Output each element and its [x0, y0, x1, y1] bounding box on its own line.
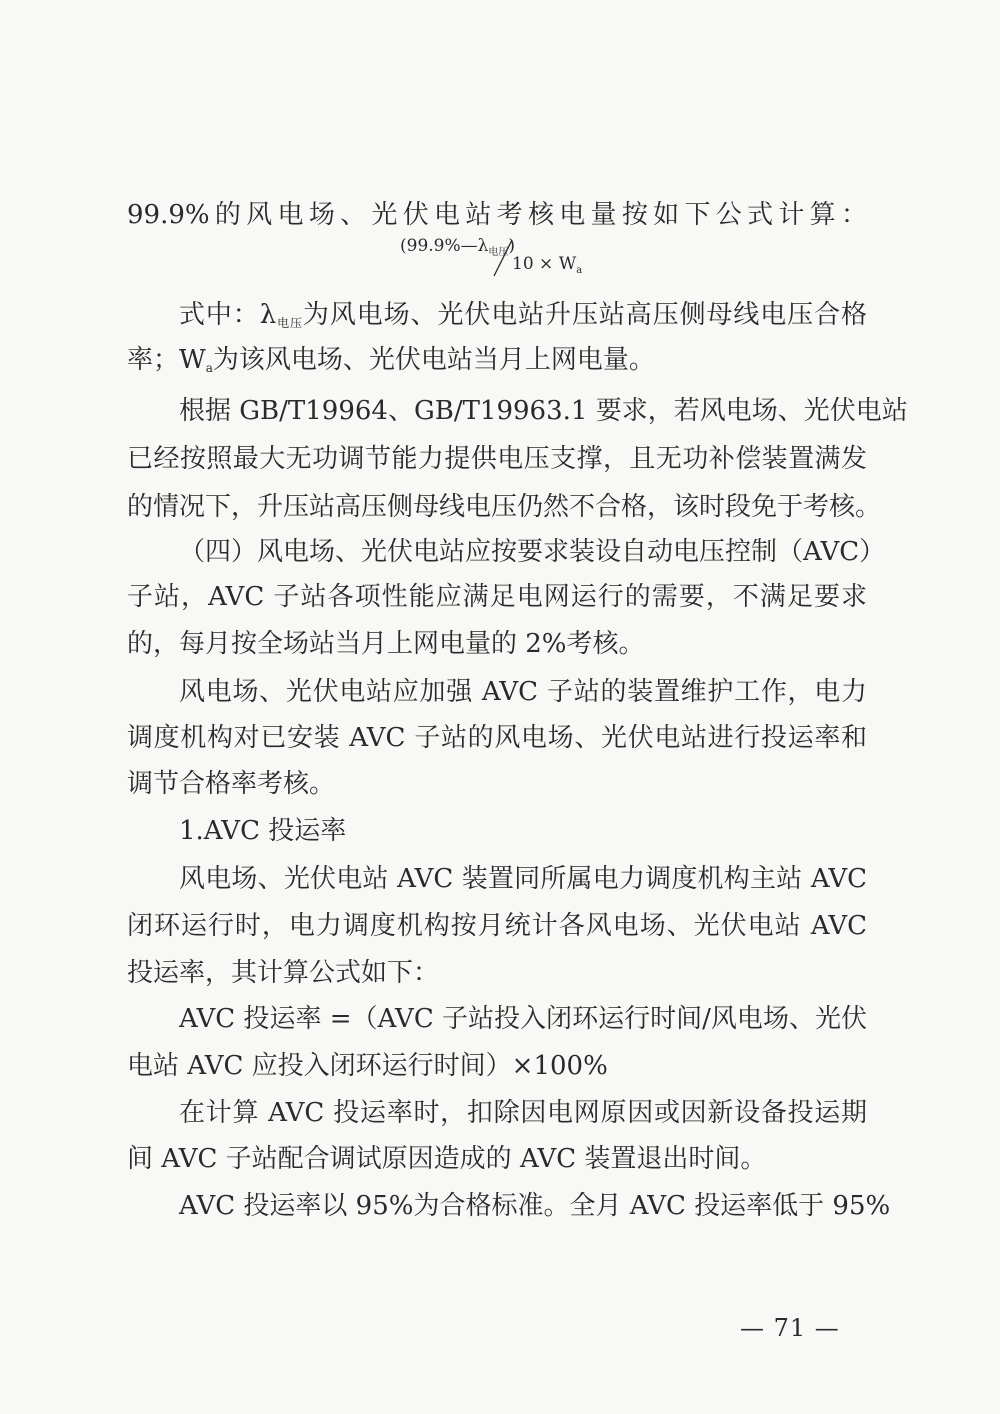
text-line: 投运率，其计算公式如下：: [127, 958, 440, 988]
text-line: 的，每月按全场站当月上网电量的 2%考核。: [127, 629, 645, 659]
formula-w-sub: a: [576, 265, 583, 276]
text-line: 子站，AVC 子站各项性能应满足电网运行的需要，不满足要求: [127, 582, 867, 612]
text-line: 的情况下，升压站高压侧母线电压仍然不合格，该时段免于考核。: [127, 492, 882, 522]
text-line: 风电场、光伏电站 AVC 装置同所属电力调度机构主站 AVC: [179, 864, 867, 894]
text-line-part: 式中：λ: [179, 300, 277, 330]
formula-numerator-main: (99.9%—λ: [400, 236, 489, 256]
text-line: 间 AVC 子站配合调试原因造成的 AVC 装置退出时间。: [127, 1144, 767, 1174]
text-line-part: 为风电场、光伏电站升压站高压侧母线电压合格: [302, 300, 867, 330]
lambda-subscript: 电压: [276, 316, 303, 330]
text-line: [127, 343, 867, 381]
text-line-part: 为该风电场、光伏电站当月上网电量。: [212, 345, 655, 375]
text-line: 风电场、光伏电站应加强 AVC 子站的装置维护工作，电力: [179, 677, 867, 707]
text-line: AVC 投运率以 95%为合格标准。全月 AVC 投运率低于 95%: [179, 1191, 891, 1221]
formula-w-main: W: [558, 254, 577, 274]
text-line: 在计算 AVC 投运率时，扣除因电网原因或因新设备投运期: [179, 1098, 867, 1128]
formula-denominator: [512, 254, 582, 274]
w-subscript: a: [205, 361, 213, 375]
text-line: 电站 AVC 应投入闭环运行时间）×100%: [127, 1051, 608, 1081]
text-line: AVC 投运率 =（AVC 子站投入闭环运行时间/风电场、光伏: [179, 1004, 867, 1034]
text-line: 根据 GB/T19964、GB/T19963.1 要求，若风电场、光伏电站: [179, 396, 908, 426]
text-line: 调度机构对已安装 AVC 子站的风电场、光伏电站进行投运率和: [127, 723, 867, 753]
text-line: 99.9%的风电场、光伏电站考核电量按如下公式计算：: [127, 200, 867, 230]
text-line: 调节合格率考核。: [127, 769, 336, 799]
page-number: — 71 —: [740, 1314, 840, 1342]
text-line: [179, 298, 867, 336]
text-line-part: 率；W: [127, 345, 206, 375]
formula-times: ×: [539, 254, 554, 274]
penalty-formula: [400, 236, 640, 280]
text-line: （四）风电场、光伏电站应按要求装设自动电压控制（AVC）: [179, 537, 886, 567]
formula-numerator-close: ): [508, 236, 516, 256]
text-line: 已经按照最大无功调节能力提供电压支撑，且无功补偿装置满发: [127, 444, 867, 474]
formula-numerator-sub: 电压: [488, 247, 509, 258]
formula-denominator-value: 10: [512, 254, 534, 274]
text-line: 闭环运行时，电力调度机构按月统计各风电场、光伏电站 AVC: [127, 911, 867, 941]
section-heading: 1.AVC 投运率: [179, 816, 347, 846]
